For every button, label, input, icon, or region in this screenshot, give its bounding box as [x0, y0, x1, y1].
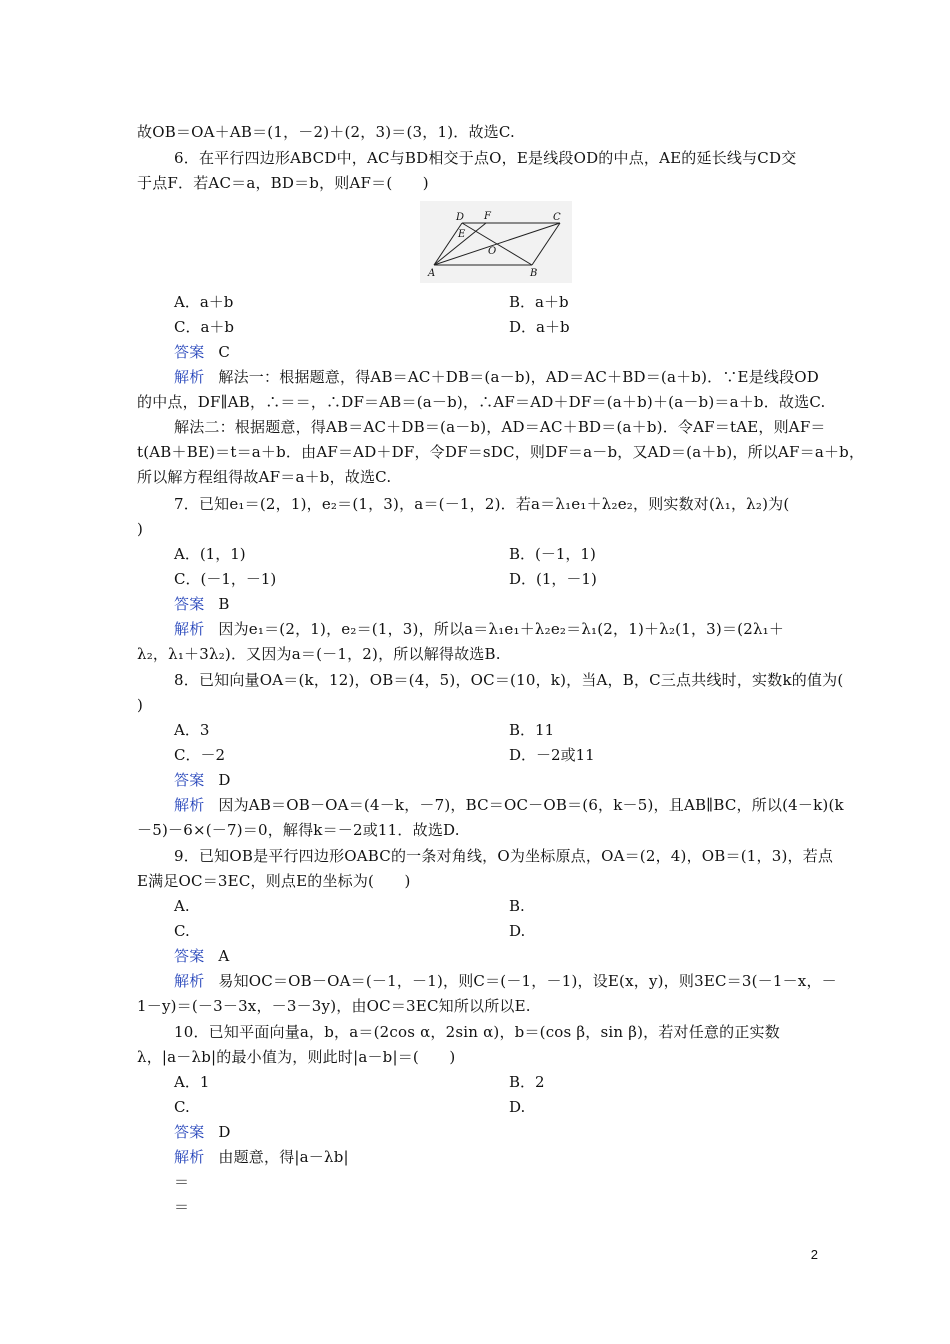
- question-7-stem: 7．已知e₁＝(2，1)，e₂＝(1，3)，a＝(－1，2)．若a＝λ₁e₁＋λ₂e₂，则实数对(λ₁，λ₂)为(: [174, 495, 790, 513]
- q8-answer: [174, 770, 231, 790]
- equation-line: ＝: [174, 1173, 190, 1191]
- vertex-label-a: A: [428, 268, 436, 279]
- answer-label: 答案: [174, 343, 205, 361]
- equation-line: ＝: [174, 1198, 190, 1216]
- answer-value: C: [218, 343, 231, 361]
- q10-option-b: B．2: [509, 1073, 545, 1091]
- answer-value: A: [218, 947, 230, 965]
- q7-option-d: D．(1，－1): [509, 570, 597, 588]
- q6-explanation-2: 的中点，DF∥AB，∴＝＝，∴DF＝AB＝(a－b)，∴AF＝AD＋DF＝(a＋b)＋(a－b)＝a＋b．故选C.: [137, 393, 826, 411]
- vertex-label-f: F: [484, 211, 491, 222]
- point-label-o: O: [488, 246, 497, 257]
- explanation-text: 由题意，得|a－λb|: [218, 1148, 349, 1166]
- text-line: 故OB＝OA＋AB＝(1，－2)＋(2，3)＝(3，1)．故选C.: [137, 123, 515, 141]
- explanation-text: 易知OC＝OB－OA＝(－1，－1)，则C＝(－1，－1)，设E(x，y)，则3EC＝3(－1－x，－: [218, 972, 837, 990]
- answer-value: B: [218, 595, 230, 613]
- explanation-label: 解析: [174, 368, 205, 386]
- q9-option-a: A.: [174, 897, 190, 915]
- q6-option-b: B．a＋b: [509, 293, 569, 311]
- q6-explanation-4: t(AB＋BE)＝t＝a＋b．由AF＝AD＋DF，令DF＝sDC，则DF＝a－b，又AD＝(a＋b)，所以AF＝a＋b，: [137, 443, 865, 461]
- answer-value: D: [218, 771, 231, 789]
- vertex-label-d: D: [456, 212, 465, 223]
- q9-option-b: B.: [509, 897, 525, 915]
- question-8-stem: 8．已知向量OA＝(k，12)，OB＝(4，5)，OC＝(10，k)，当A，B，C三点共线时，实数k的值为(: [174, 671, 844, 689]
- q6-option-d: D．a＋b: [509, 318, 570, 336]
- page-number: 2: [810, 1247, 818, 1262]
- answer-label: 答案: [174, 771, 205, 789]
- explanation-label: 解析: [174, 796, 205, 814]
- question-6-stem: 6．在平行四边形ABCD中，AC与BD相交于点O，E是线段OD的中点，AE的延长线与CD交: [174, 149, 797, 167]
- q8-option-c: C．－2: [174, 746, 226, 764]
- q10-explanation-1: [174, 1147, 349, 1167]
- question-7-stem-cont: ): [137, 520, 144, 538]
- q9-answer: [174, 946, 229, 966]
- q6-explanation-1: [174, 367, 819, 387]
- explanation-label: 解析: [174, 1148, 205, 1166]
- q9-option-c: C.: [174, 922, 190, 940]
- q8-option-b: B．11: [509, 721, 555, 739]
- q10-option-a: A．1: [174, 1073, 210, 1091]
- q7-answer: [174, 594, 230, 614]
- vertex-label-c: C: [553, 212, 561, 223]
- answer-label: 答案: [174, 947, 205, 965]
- explanation-label: 解析: [174, 972, 205, 990]
- q6-explanation-5: 所以解方程组得故AF＝a＋b，故选C.: [137, 468, 392, 486]
- question-10-stem-cont: λ，|a－λb|的最小值为，则此时|a－b|＝( ): [137, 1048, 456, 1066]
- q7-option-c: C．(－1，－1): [174, 570, 277, 588]
- answer-label: 答案: [174, 595, 205, 613]
- q8-explanation-2: －5)－6×(－7)＝0，解得k＝－2或11．故选D.: [137, 821, 460, 839]
- parallelogram-diagram: [420, 201, 572, 283]
- q9-explanation-2: 1－y)＝(－3－3x，－3－3y)，由OC＝3EC知所以所以E.: [137, 997, 531, 1015]
- vertex-label-b: B: [530, 268, 538, 279]
- parallelogram-figure: [420, 201, 572, 283]
- q9-explanation-1: [174, 971, 837, 991]
- question-8-stem-cont: ): [137, 696, 144, 714]
- q10-option-c: C.: [174, 1098, 190, 1116]
- q7-explanation-1: [174, 619, 784, 639]
- q8-option-a: A．3: [174, 721, 210, 739]
- question-9-stem-cont: E满足OC＝3EC，则点E的坐标为( ): [137, 872, 411, 890]
- explanation-label: 解析: [174, 620, 205, 638]
- q9-option-d: D.: [509, 922, 526, 940]
- question-10-stem: 10．已知平面向量a，b，a＝(2cos α，2sin α)，b＝(cos β，sin β)，若对任意的正实数: [174, 1023, 780, 1041]
- q6-answer: [174, 342, 230, 362]
- q7-explanation-2: λ₂，λ₁＋3λ₂)．又因为a＝(－1，2)，所以解得故选B.: [137, 645, 501, 663]
- q6-option-c: C．a＋b: [174, 318, 235, 336]
- point-label-e: E: [458, 229, 466, 240]
- q6-explanation-3: 解法二：根据题意，得AB＝AC＋DB＝(a－b)，AD＝AC＋BD＝(a＋b)．令AF＝tAE，则AF＝: [174, 418, 826, 436]
- q7-option-a: A．(1，1): [174, 545, 246, 563]
- question-9-stem: 9．已知OB是平行四边形OABC的一条对角线，O为坐标原点，OA＝(2，4)，OB＝(1，3)，若点: [174, 847, 834, 865]
- q10-option-d: D.: [509, 1098, 526, 1116]
- q7-option-b: B．(－1，1): [509, 545, 596, 563]
- answer-label: 答案: [174, 1123, 205, 1141]
- q6-option-a: A．a＋b: [174, 293, 234, 311]
- explanation-text: 解法一：根据题意，得AB＝AC＋DB＝(a－b)，AD＝AC＋BD＝(a＋b)．∵E是线段OD: [218, 368, 820, 386]
- explanation-text: 因为e₁＝(2，1)，e₂＝(1，3)，所以a＝λ₁e₁＋λ₂e₂＝λ₁(2，1)＋λ₂(1，3)＝(2λ₁＋: [218, 620, 785, 638]
- q10-answer: [174, 1122, 231, 1142]
- q8-option-d: D．－2或11: [509, 746, 595, 764]
- q8-explanation-1: [174, 795, 844, 815]
- explanation-text: 因为AB＝OB－OA＝(4－k，－7)，BC＝OC－OB＝(6，k－5)，且AB∥BC，所以(4－k)(k: [218, 796, 844, 814]
- answer-value: D: [218, 1123, 231, 1141]
- question-6-stem-cont: 于点F．若AC＝a，BD＝b，则AF＝( ): [137, 174, 429, 192]
